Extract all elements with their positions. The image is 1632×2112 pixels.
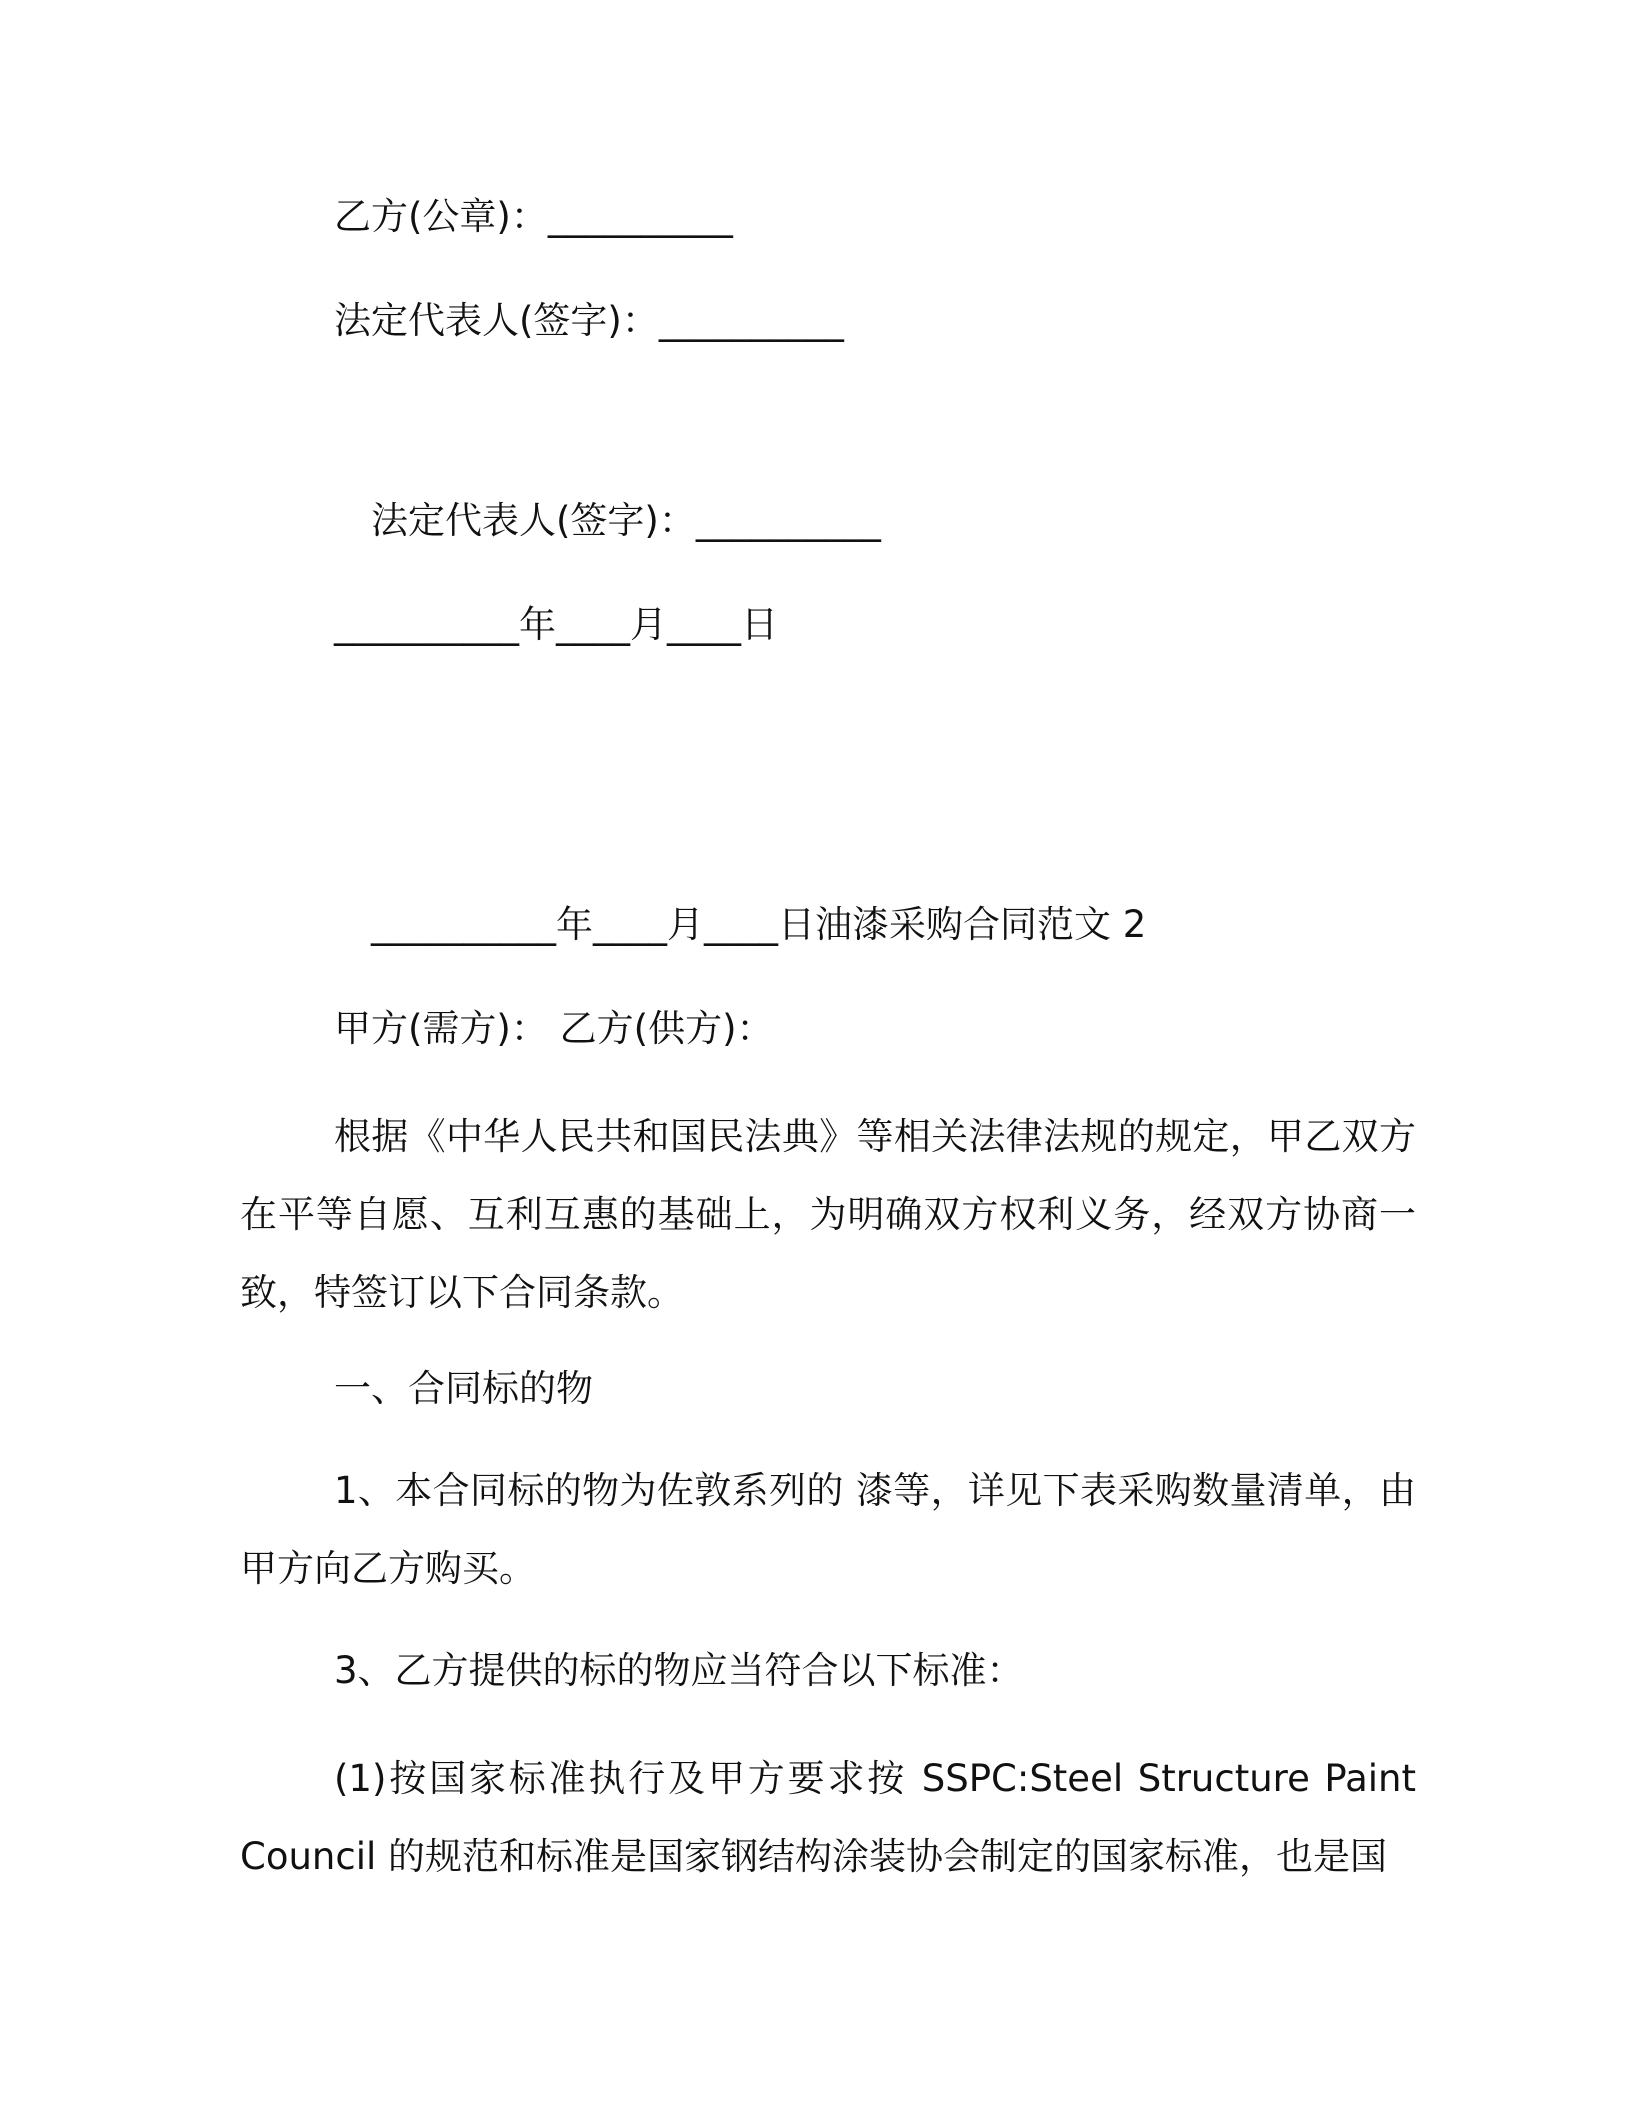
party-b-seal-line: 乙方(公章)：__________ [334, 195, 733, 238]
legal-representative-signature-line-2: 法定代表人(签字)：__________ [371, 499, 881, 542]
clause-1: 1、本合同标的物为佐敦系列的 漆等，详见下表采购数量清单，由甲方向乙方购买。 [240, 1469, 1416, 1590]
clause-3: 3、乙方提供的标的物应当符合以下标准： [334, 1649, 1024, 1692]
contract-parties: 甲方(需方)： 乙方(供方)： [334, 1007, 774, 1050]
contract-preamble: 根据《中华人民共和国民法典》等相关法律法规的规定，甲乙双方在平等自愿、互利互惠的基础上，为明确双方权利义务，经双方协商一致，特签订以下合同条款。 [240, 1115, 1416, 1314]
legal-representative-signature-line: 法定代表人(签字)：__________ [334, 299, 844, 342]
contract-title: __________年____月____日油漆采购合同范文 2 [371, 903, 1147, 946]
clause-3-1: (1)按国家标准执行及甲方要求按 SSPC:Steel Structure Paint Council 的规范和标准是国家钢结构涂装协会制定的国家标准，也是国 [240, 1757, 1416, 1878]
section-heading-subject-matter: 一、合同标的物 [334, 1367, 593, 1410]
signature-date-line: __________年____月____日 [334, 603, 778, 646]
